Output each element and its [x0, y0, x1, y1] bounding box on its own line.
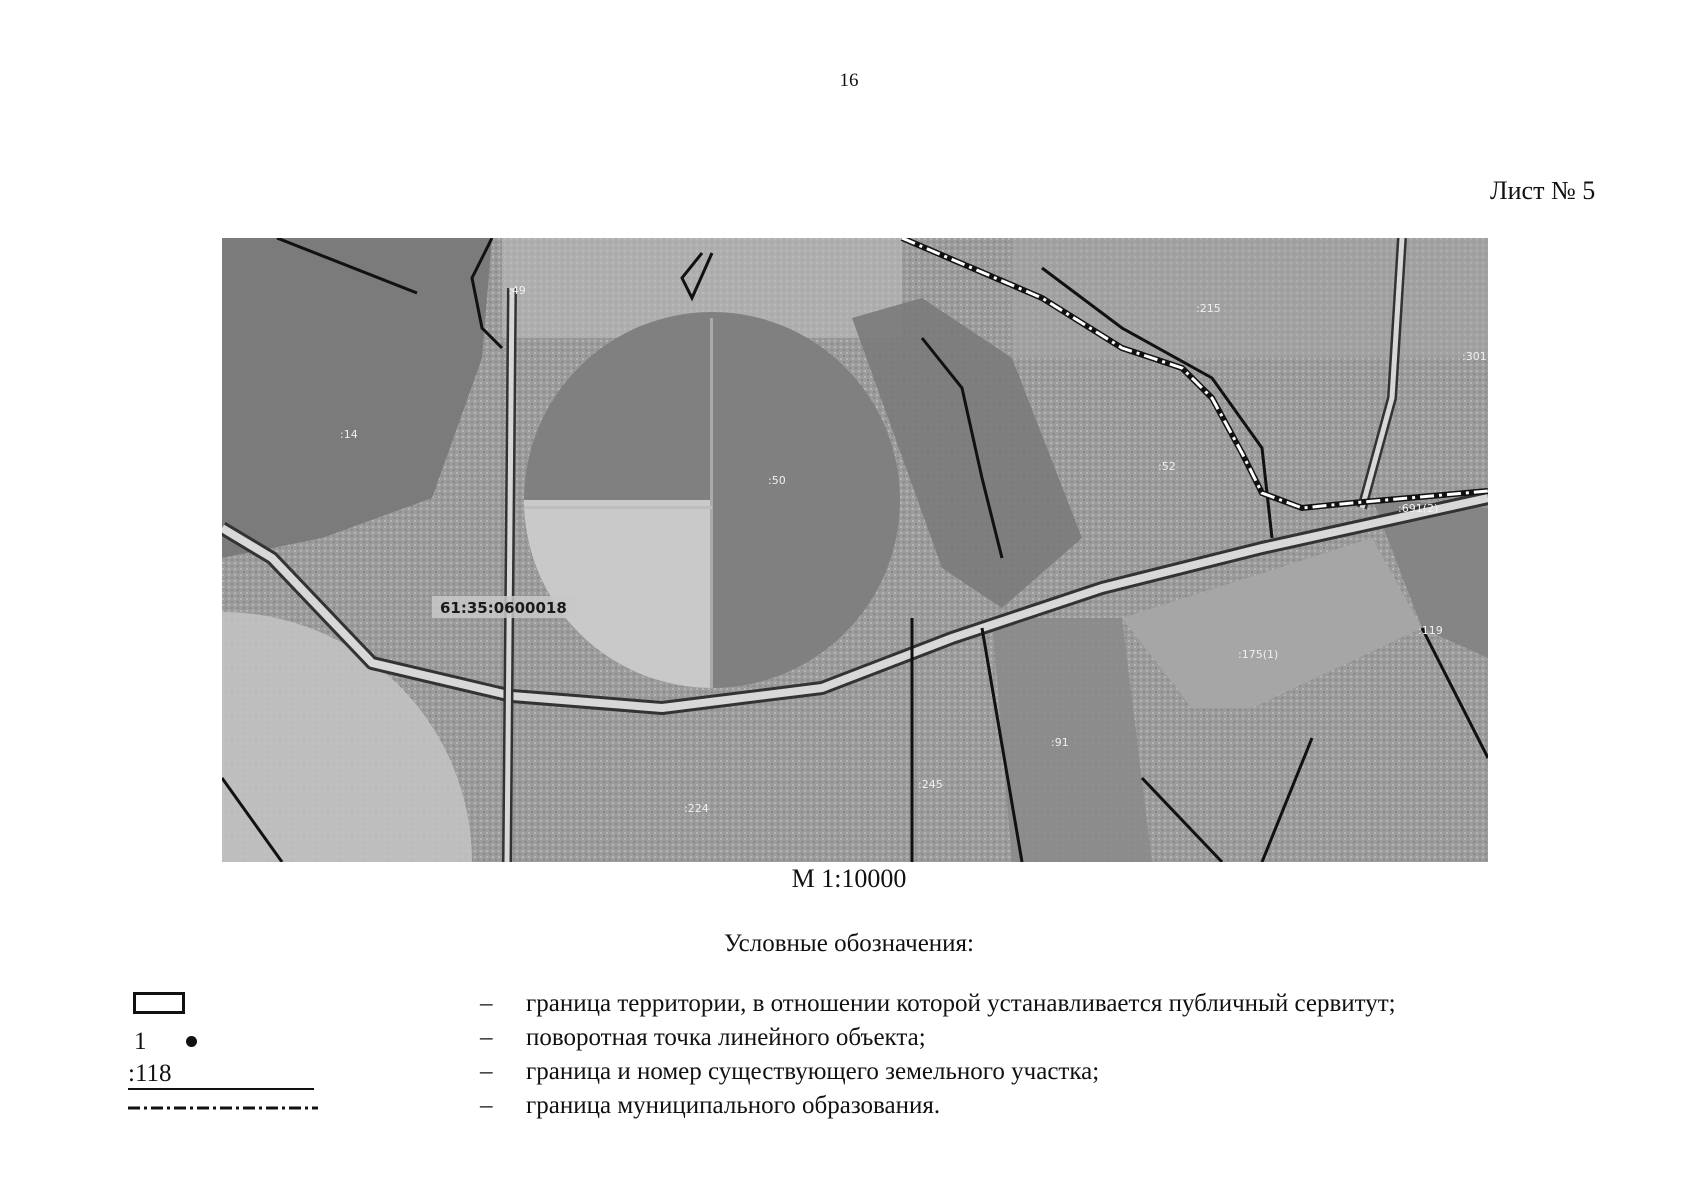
legend-dash: –	[480, 1024, 493, 1051]
legend-item	[0, 1092, 1698, 1126]
parcel-label: :224	[684, 802, 709, 815]
map-scale: М 1:10000	[791, 864, 907, 893]
parcel-boundary-sample: :118	[128, 1060, 314, 1090]
legend-description: граница территории, в отношении которой устанавливается публичный сервитут;	[526, 990, 1396, 1017]
sheet-label: Лист № 5	[1490, 176, 1596, 205]
legend-item	[0, 1024, 1698, 1058]
point-number: 1	[134, 1028, 147, 1055]
parcel-label: :119	[1418, 624, 1443, 637]
legend-description: граница и номер существующего земельного участка;	[526, 1058, 1100, 1085]
rectangle-boundary-icon	[133, 992, 185, 1014]
parcel-label: :91	[1051, 736, 1069, 749]
parcel-label: :50	[768, 474, 786, 487]
page-number: 16	[839, 70, 859, 91]
parcel-label: :301	[1462, 350, 1487, 363]
turning-point-dot-icon	[186, 1036, 197, 1047]
parcel-label: :49	[508, 284, 526, 297]
legend-title: Условные обозначения:	[723, 930, 975, 957]
legend-item	[0, 1058, 1698, 1092]
parcel-label: :215	[1196, 302, 1221, 315]
quarter-number-label: 61:35:0600018	[440, 599, 567, 617]
legend-dash: –	[480, 1058, 493, 1085]
cadastral-map	[222, 238, 1488, 862]
parcel-label: :245	[918, 778, 943, 791]
parcel-label: :691(2)	[1398, 502, 1439, 515]
legend-dash: –	[480, 990, 493, 1017]
legend-dash: –	[480, 1092, 493, 1119]
municipal-boundary-line-icon	[128, 1104, 318, 1112]
legend-description: поворотная точка линейного объекта;	[526, 1024, 926, 1051]
parcel-label: :52	[1158, 460, 1176, 473]
map-canvas	[222, 238, 1488, 862]
parcel-label: :14	[340, 428, 358, 441]
legend-description: граница муниципального образования.	[526, 1092, 941, 1119]
parcel-label: :175(1)	[1238, 648, 1279, 661]
legend-item	[0, 990, 1698, 1024]
